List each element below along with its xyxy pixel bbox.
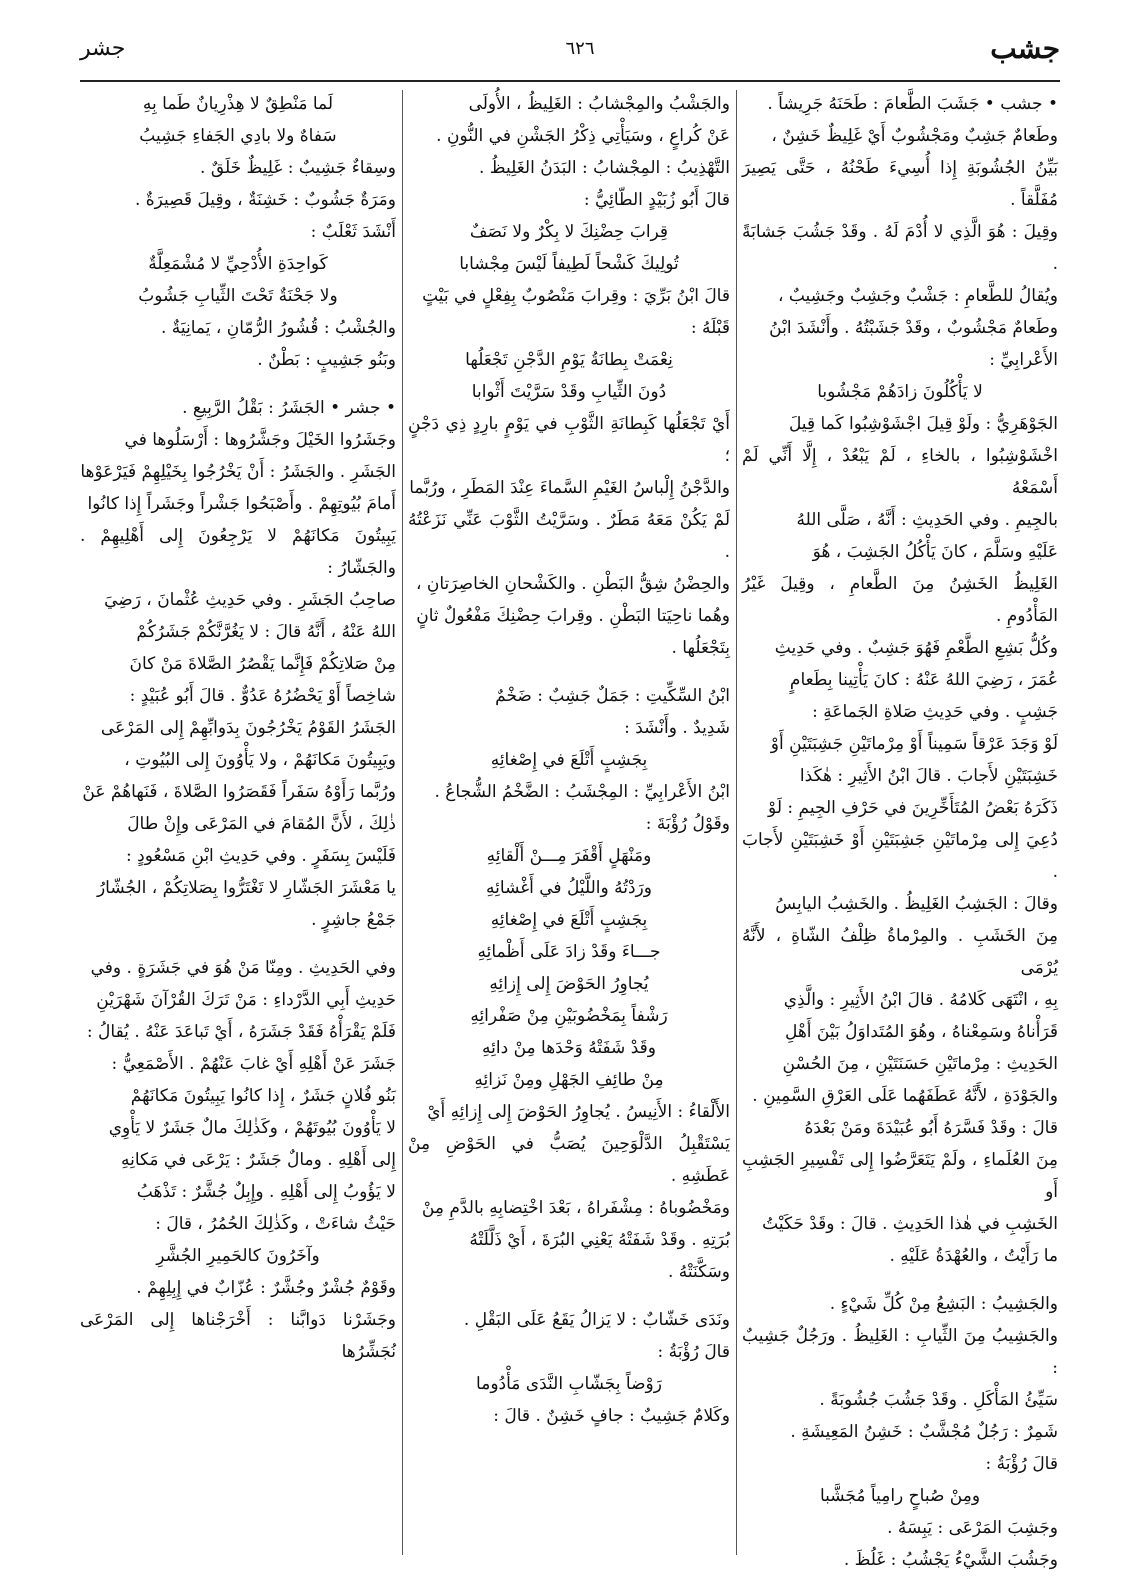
text-line: الغَلِيظُ الخَشِنُ مِنَ الطَّعامِ ، وقِيلَ غَيْرُ المَأْدُومِ .	[742, 574, 1058, 626]
text-line: إِلى أَهْلِهِ . ومالٌ جَشَرٌ : يَرْعَى في مَكانِهِ	[120, 1150, 396, 1170]
text-line: والجَوْدَةِ ، لأَنَّهُ عَطَفَهُما عَلَى العَرْقِ السَّمِينِ .	[752, 1086, 1058, 1106]
text-line: • جشر • الجَشَرُ : بَقْلُ الرَّبِيعِ .	[182, 398, 396, 418]
text-line: وكَلامٌ جَشِيبٌ : جافٍ خَشِنٌ . قالَ :	[493, 1406, 730, 1426]
text-line: بالجِيمِ . وفي الحَدِيثِ : أَنَّهُ ، صَلَّى اللهُ	[796, 510, 1058, 530]
text-line: الجَشَرِ . والجَشَرُ : أَنْ يَخْرُجُوا بِخَيْلِهِمْ فَيَرْعَوْها	[80, 462, 396, 482]
verse-line: تُولِيكَ كَشْحاً لَطِيفاً لَيْسَ مِجْشابا	[459, 254, 679, 274]
verse-line: سَفاهٌ ولا بادِي الجَفاءِ جَشِيبُ	[139, 126, 337, 146]
text-line: فَلَيْسَ بِسَفَرٍ . وفي حَدِيثِ ابْنِ مَسْعُودٍ :	[126, 846, 396, 866]
text-line: صاحِبُ الجَشَرِ . وفي حَدِيثِ عُثْمانَ ، رَضِيَ	[104, 590, 396, 610]
verse-line: ورَدْتُهُ واللَّيْلُ في أَغْشائِهِ	[486, 878, 652, 898]
text-line: ومَخْضُوباهُ : مِشْفَراهُ ، بَعْدَ اخْتِضابِهِ بالدَّمِ مِنْ	[421, 1198, 730, 1218]
text-line: مِنَ الخَشَبِ . والمِرْماةُ ظِلْفُ الشّاةِ ، لأَنَّهُ يُرْمَى	[742, 926, 1058, 978]
text-line: شَدِيدٌ . وأَنْشَدَ :	[624, 718, 730, 738]
text-line: جَمْعُ جاشِرٍ .	[311, 910, 396, 930]
text-line: لا يَؤُوبُ إِلى أَهْلِهِ . وإِبِلٌ جُشَّرٌ : تَذْهَبُ	[136, 1182, 396, 1202]
text-line: الجَوْهَرِيُّ : ولَوْ قِيلَ اجْشَوْشِبُوا كَما قِيلَ	[788, 414, 1058, 434]
text-line: والجَشِيبُ مِنَ الثِّيابِ : الغَلِيظُ . ورَجُلٌ جَشِيبٌ :	[742, 1326, 1058, 1378]
text-line: وجَشُبَ الشَّيْءُ يَجْشُبُ : غَلُظَ .	[843, 1550, 1058, 1570]
text-line: والجَشْبُ والمِجْشابُ : الغَلِيظُ ، الأُولَى	[468, 94, 730, 114]
verse-line: جـــاءَ وقَدْ زادَ عَلَى أَظْمائِهِ	[477, 942, 661, 962]
verse-line: دُونَ الثِّيابِ وقَدْ سَرَّيْتَ أَثْوابا	[471, 382, 667, 402]
text-line: مِنْ صَلاتِكُمْ فَإِنَّما يَقْصُرُ الصَّلاةَ مَنْ كانَ	[129, 654, 396, 674]
text-line: ابْنُ الأَعْرابِيِّ : المِجْشَبُ : الضَّخْمُ الشُّجاعُ .	[434, 782, 730, 802]
verse-line: بِجَشِبٍ أَتْلَعَ في إِصْغائِهِ	[490, 750, 648, 770]
text-line: شَمِرٌ : رَجُلٌ مُجْشَّبٌ : خَشِنُ المَعِيشَةِ .	[790, 1422, 1058, 1442]
text-line: جَشِبٍ . وفي حَدِيثِ صَلاةِ الجَماعَةِ :	[812, 702, 1058, 722]
text-line: وجَشَرُوا الخَيْلَ وجَشَّرُوها : أَرْسَلُوها في	[124, 430, 396, 450]
text-line: عَلَيْهِ وسَلَّمَ ، كانَ يَأْكُلُ الجَشِبَ ، هُوَ	[812, 542, 1058, 562]
text-line: وجَشَرْنا دَوابَّنا : أَخْرَجْناها إِلى المَرْعَى نُجَشِّرُها	[80, 1310, 396, 1362]
text-line: ابْنُ السِّكِّيتِ : جَمَلٌ جَشِبٌ : ضَخْمٌ	[495, 686, 730, 706]
text-line: عَنْ كُراعٍ ، وسَيَأْتِي ذِكْرُ الجَشْنِ في النُّونِ .	[436, 126, 730, 146]
text-line: دُعِيَ إِلى مِرْماتَيْنِ جَشِبَتَيْنِ أَوْ خَشِبَتَيْنِ لأَجابَ .	[742, 830, 1058, 882]
verse-line: ولا جَحْنَةٌ تَحْتَ الثِّيابِ جَشُوبُ	[138, 286, 338, 306]
text-line: لَمْ يَكُنْ مَعَهُ مَطَرٌ . وسَرَّيْتُ الثَّوْبَ عَنِّي نَزَعْتُهُ .	[408, 510, 730, 562]
text-line: وقِيلَ : هُوَ الَّذِي لا أُدْمَ لَهُ . وقَدْ جَشُبَ جَشابَةً .	[742, 222, 1058, 274]
header-first-entry-word: جشب	[990, 32, 1060, 65]
page-number: ٦٢٦	[565, 38, 595, 59]
text-line: وقَوْلُ رُؤْبَةَ :	[645, 814, 730, 834]
header-rule	[80, 80, 1060, 82]
verse-line: لَما مَنْطِقٌ لا هِذْرِيانٌ طَما بِهِ	[142, 94, 334, 114]
text-line: قَرَأْناهُ وسَمِعْناهُ ، وهُوَ المُتَداوَلُ بَيْنَ أَهْلِ	[784, 1022, 1058, 1042]
verse-line: رَشْفاً بِمَخْضُوبَيْنِ مِنْ صَفْرائِهِ	[470, 1006, 668, 1026]
text-line: وهُما ناحِيَتا البَطْنِ . وقِرابَ حِضْنِكَ مَفْعُولٌ ثانٍ	[416, 606, 730, 626]
text-line: وفي الحَدِيثِ . ومِنّا مَنْ هُوَ في جَشَرَةٍ . وفي	[90, 958, 396, 978]
text-line: • جشب • جَشَبَ الطَّعامَ : طَحَنَهُ جَرِيشاً .	[767, 94, 1058, 114]
text-line: أَمامَ بُيُوتِهِمْ . وأَصْبَحُوا جَشْراً وجَشَراً إِذا كانُوا	[87, 494, 396, 514]
verse-line: وقَدْ شَفَتْهُ وَحْدَها مِنْ دائِهِ	[482, 1038, 656, 1058]
text-line: وسِقاءٌ جَشِيبٌ : غَلِيظٌ خَلَقٌ .	[200, 158, 396, 178]
text-line: بُرَتِهِ . وقَدْ شَفَتْهُ يَعْنِي البُرَةَ ، أَيْ ذَلَّلَتْهُ	[469, 1230, 730, 1250]
text-line: قَبْلَهُ :	[690, 318, 730, 338]
text-line: يا مَعْشَرَ الجَشّارِ لا تَغْتَرُّوا بِصَلاتِكُمْ ، الجُشّارُ	[96, 878, 396, 898]
text-line: قالَ ابْنُ بَرِّيَ : وقِرابَ مَنْصُوبٌ بِفِعْلٍ في بَيْتٍ	[422, 286, 730, 306]
text-line: مِنَ العُلَماءِ ، ولَمْ يَتَعَرَّضُوا إِلى تَفْسِيرِ الجَشِبِ أَو	[742, 1150, 1058, 1202]
text-line: ومَرَةٌ جَشُوبٌ : خَشِنَةٌ ، وقِيلَ قَصِيرَةٌ .	[134, 190, 396, 210]
verse-line: يُجاوِرُ الحَوْضَ إِلى إِزائِهِ	[489, 974, 649, 994]
column-right	[742, 88, 1058, 1570]
text-line: لَوْ وَجَدَ عَرْقاً سَمِيناً أَوْ مِرْماتَيْنِ جَشِبَتَيْنِ أَوْ	[770, 734, 1058, 754]
verse-line: كَواحِدَةِ الأُدْحِيِّ لا مُشْمَعِلَّةٌ	[148, 254, 328, 274]
text-line: أَنْشَدَ ثَعْلَبٌ :	[310, 222, 396, 242]
verse-line: بِجَشِبٍ أَتْلَعَ في إِصْغائِهِ	[490, 910, 648, 930]
verse-line: لا يَأْكُلُونَ زادَهُمْ مَجْشُوبا	[817, 382, 983, 402]
text-line: اخْشَوْشِبُوا ، بالخاءِ ، لَمْ يَبْعُدْ ، إِلَّا أَنِّي لَمْ أَسْمَعْهُ	[742, 446, 1058, 498]
text-line: وطَعامٌ مَجْشُوبٌ ، وقَدْ جَشَبْتُهُ . وأَنْشَدَ ابْنُ	[769, 318, 1058, 338]
text-line: وطَعامٌ جَشِبٌ ومَجْشُوبٌ أَيْ غَلِيظٌ خَشِنٌ ،	[771, 126, 1058, 146]
verse-line: قِرابَ حِضْنِكَ لا بِكْرٌ ولا نَصَفٌ	[469, 222, 669, 242]
verse-line: رَوْضاً بِجَشّابِ النَّدَى مَأْدُوما	[476, 1374, 662, 1394]
text-line: حَدِيثِ أَبِي الدَّرْداءِ : مَنْ تَرَكَ القُرْآنَ شَهْرَيْنِ	[96, 990, 396, 1010]
text-line: والحِضْنُ شِقُّ البَطْنِ . والكَشْحانِ الخاصِرَتانِ ،	[416, 574, 730, 594]
verse-line: وآخَرُونَ كالحَمِيرِ الجُشَّرِ	[156, 1246, 320, 1266]
header-last-entry-word: جشر	[80, 36, 126, 61]
text-line: ويَبِيتُونَ مَكانَهُمْ ، ولا يَأْوُونَ إِلى البُيُوتِ ،	[124, 750, 396, 770]
verse-line: ومَنْهَلٍ أَقْفَرَ مِـــنْ أَلْقائِهِ	[486, 846, 652, 866]
text-line: خَشِبَتَيْنِ لأَجابَ . قالَ ابْنُ الأَثِيرِ : هٰكَذا	[799, 766, 1058, 786]
text-line: بَيِّنُ الجُشُوبَةِ إِذا أُسِيءَ طَحْنُهُ ، حَتَّى يَصِيرَ مُفَلَّقاً .	[742, 158, 1058, 210]
text-line: الحَدِيثِ : مِرْماتَيْنِ حَسَنَتَيْنِ ، مِنَ الحُسْنِ	[782, 1054, 1058, 1074]
text-line: التَّهْذِيبُ : المِجْشابُ : البَدَنُ الغَلِيظُ .	[479, 158, 730, 178]
text-line: الخَشِبِ في هٰذا الحَدِيثِ . قالَ : وقَدْ حَكَيْتُ	[762, 1214, 1058, 1234]
text-line: ونَدَى خَشّابٌ : لا يَزالُ يَقَعُ عَلَى البَقْلِ .	[463, 1310, 730, 1330]
column-left	[80, 88, 396, 1558]
column-divider	[402, 90, 403, 1555]
text-line: قالَ رُؤْبَةُ :	[985, 1454, 1058, 1474]
text-line: سَيِّئُ المَأْكَلِ . وقَدْ جَشُبَ جُشُوبَةً .	[819, 1390, 1058, 1410]
text-line: فَلَمْ يَقْرَأْهُ فَقَدْ جَشَرَهُ ، أَيْ تَباعَدَ عَنْهُ . يُقالُ :	[86, 1022, 396, 1042]
text-line: ويُقالُ للطَّعامِ : جَشْبٌ وجَشِبٌ وجَشِيبٌ ،	[777, 286, 1058, 306]
verse-line: نِعْمَتْ بِطانَةُ يَوْمِ الدَّجْنِ تَجْعَلُها	[465, 350, 673, 370]
text-line: حَيْثُ شاءَتْ ، وكَذٰلِكَ الحُمُرُ ، قالَ :	[155, 1214, 396, 1234]
text-line: والدَّجْنُ إِلْباسُ الغَيْمِ السَّماءَ عِنْدَ المَطَرِ ، ورُبَّما	[409, 478, 730, 498]
text-line: ورُبَّما رَأَوْهُ سَفَراً فَقَصَرُوا الصَّلاةَ ، فَنَهاهُمْ عَنْ	[82, 782, 396, 802]
text-line: وقَوْمٌ جُشْرٌ وجُشَّرٌ : عُزّابٌ في إِبِلِهِمْ .	[136, 1278, 396, 1298]
text-line: وبَنُو جَشِيبٍ : بَطْنٌ .	[257, 350, 396, 370]
text-line: قالَ رُؤْبَةُ :	[657, 1342, 730, 1362]
text-line: قالَ أَبُو زُبَيْدٍ الطّائِيُّ :	[583, 190, 730, 210]
text-line: بَنُو فُلانٍ جَشَرٌ ، إِذا كانُوا يَبِيتُونَ مَكانَهُمْ	[130, 1086, 396, 1106]
text-line: جَشَرَ عَنْ أَهْلِهِ أَيْ غابَ عَنْهُمْ . الأَصْمَعِيُّ :	[111, 1054, 396, 1074]
text-line: الأَلْقاءُ : الأَنِيسُ . يُجاوِرُ الحَوْضَ إِلى إِزائِهِ أَيْ	[427, 1102, 730, 1122]
column-divider	[736, 90, 737, 1555]
text-line: ما رَأَيْتُ ، والعُهْدَةُ عَلَيْهِ .	[889, 1246, 1058, 1266]
text-line: يَبِيتُونَ مَكانَهُمْ لا يَرْجِعُونَ إِلى أَهْلِيهِمْ . والجَشّارُ :	[80, 526, 396, 578]
text-line: بِهِ ، انْتَهَى كَلامُهُ . قالَ ابْنُ الأَثِيرِ : والَّذِي	[783, 990, 1058, 1010]
text-line: والجُشْبُ : قُشُورُ الرُّمّانِ ، يَمانِيَةٌ .	[160, 318, 396, 338]
text-line: وسَكَّنَتْهُ .	[667, 1262, 730, 1282]
page-header	[80, 32, 1060, 72]
text-line: شاخِصاً أَوْ يَحْضُرُهُ عَدُوٌّ . قالَ أَبُو عُبَيْدٍ :	[129, 686, 396, 706]
text-line: بِتَجْعَلُها .	[671, 638, 730, 658]
verse-line: ومِنْ صُباحٍ رامِياً مُجَشَّبا	[819, 1486, 981, 1506]
column-middle	[408, 88, 730, 1558]
text-line: الأَعْرابِيِّ :	[989, 350, 1058, 370]
text-line: اللهُ عَنْهُ ، أَنَّهُ قالَ : لا يَغُرَّنَّكُمْ جَشَرُكُمْ	[136, 622, 396, 642]
text-line: ذَكَرَهُ بَعْضُ المُتَأَخِّرِينَ في حَرْفِ الجِيمِ : لَوْ	[768, 798, 1058, 818]
text-line: وكُلُّ بَشِعِ الطَّعْمِ فَهُوَ جَشِبٌ . وفي حَدِيثِ	[774, 638, 1058, 658]
text-line: الجَشَرُ القَوْمُ يَخْرُجُونَ بِدَوابِّهِمْ إِلى المَرْعَى	[100, 718, 396, 738]
text-line: لا يَأْوُونَ بُيُوتَهُمْ ، وكَذٰلِكَ مالٌ جَشَرٌ لا يَأْوِي	[108, 1118, 396, 1138]
text-line: وجَشِبَ المَرْعَى : يَبِسَهُ .	[887, 1518, 1058, 1538]
text-line: يَسْتَقْبِلُ الدَّلْوَحِينَ يُصَبُّ في الحَوْضِ مِنْ عَطَشِهِ .	[408, 1134, 730, 1186]
text-line: ذٰلِكَ ، لأَنَّ المُقامَ في المَرْعَى وإِنْ طالَ	[127, 814, 396, 834]
text-line: وقالَ : الجَشِبُ الغَلِيظُ . والخَشِبُ اليابِسُ	[775, 894, 1058, 914]
text-line: عُمَرَ ، رَضِيَ اللهُ عَنْهُ : كانَ يَأْتِينا بِطَعامٍ	[789, 670, 1058, 690]
text-line: أَيْ تَجْعَلُها كَبِطانَةِ الثَّوْبِ في يَوْمٍ بارِدٍ ذِي دَجْنٍ ؛	[408, 414, 730, 466]
text-line: والجَشِيبُ : البَشِعُ مِنْ كُلِّ شَيْءٍ .	[829, 1294, 1058, 1314]
text-line: قالَ : وقَدْ فَسَّرَهُ أَبُو عُبَيْدَةَ ومَنْ بَعْدَهُ	[804, 1118, 1058, 1138]
verse-line: مِنْ طائِفِ الجَهْلِ ومِنْ نَزائِهِ	[474, 1070, 664, 1090]
